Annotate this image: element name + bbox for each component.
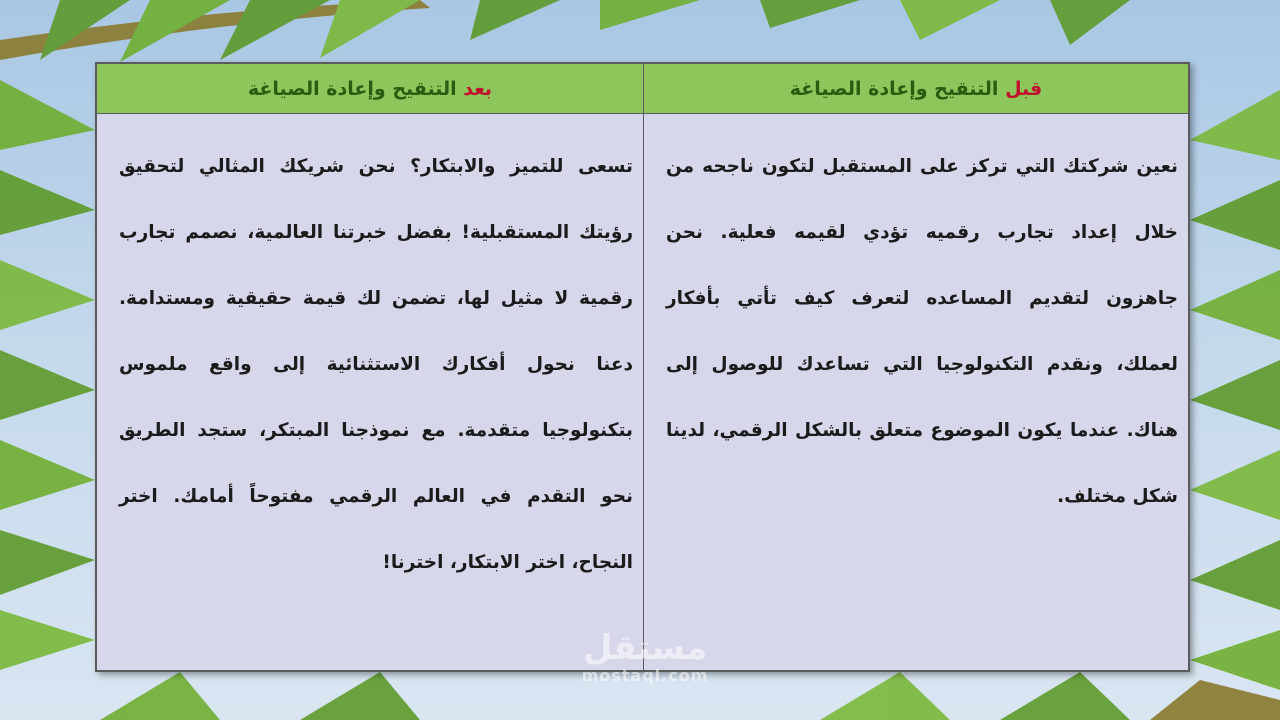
after-header [97,64,644,114]
before-cell [644,114,1188,670]
before-header [644,64,1188,114]
after-header-label: التنقيح وإعادة الصياغة [247,77,457,100]
after-cell [97,114,644,670]
before-text: نعين شركتك التي تركز على المستقبل لتكون ناجحه من خلال إعداد تجارب رقميه تؤدي لقيمه فعلية. نحن جاهزون لتقديم المساعده لتعرف كيف تأتي بأفكار لعملك، ونقدم التكنولوجيا التي تساعدك للوصول إلى هناك. عندما يكون الموضوع متعلق بالشكل الرقمي، لدينا شكل مختلف. [666,156,1178,507]
before-header-accent: قبل [1005,77,1043,100]
before-header-label: التنقيح وإعادة الصياغة [789,77,999,100]
after-header-accent: بعد [463,77,493,100]
after-text: تسعى للتميز والابتكار؟ نحن شريكك المثالي لتحقيق رؤيتك المستقبلية! بفضل خبرتنا العالمية، نصمم تجارب رقمية لا مثيل لها، تضمن لك قيمة حقيقية ومستدامة. دعنا نحول أفكارك الاستثنائية إلى واقع ملموس بتكنولوجيا متقدمة. مع نموذجنا المبتكر، ستجد الطريق نحو التقدم في العالم الرقمي مفتوحاً أمامك. اختر النجاح، اختر الابتكار، اخترنا! [119,156,633,573]
watermark-latin: mostaql.com [581,666,709,685]
comparison-table [95,62,1190,672]
watermark-arabic: مستقل [582,628,708,668]
